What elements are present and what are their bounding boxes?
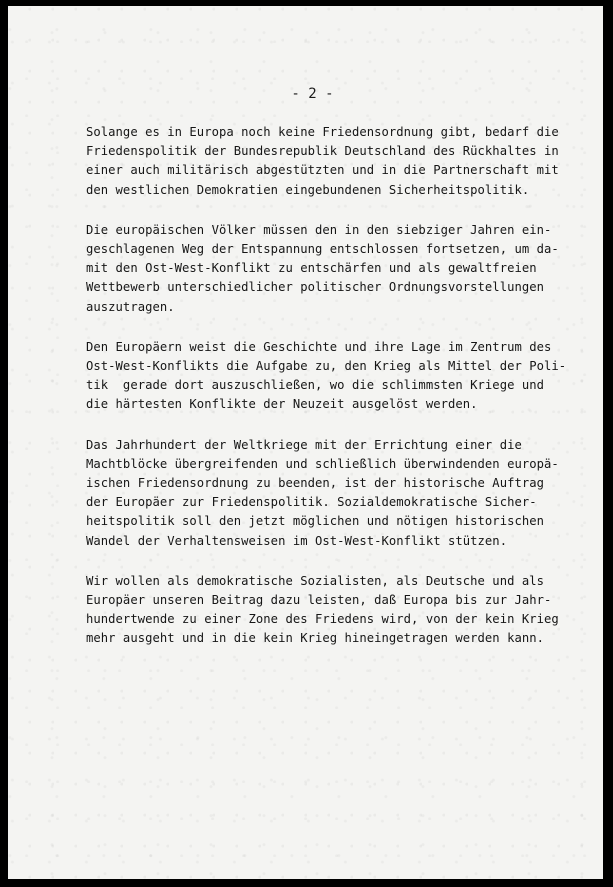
text-line: Friedenspolitik der Bundesrepublik Deutschland des Rückhaltes in xyxy=(86,144,559,159)
paragraph-4 xyxy=(86,436,566,551)
text-line: Machtblöcke übergreifenden und schließlich überwindenden europä- xyxy=(86,456,559,471)
text-line: die härtesten Konflikte der Neuzeit ausgelöst werden. xyxy=(86,397,478,412)
text-line: Europäer unseren Beitrag dazu leisten, daß Europa bis zur Jahr- xyxy=(86,593,552,608)
text-line: Das Jahrhundert der Weltkriege mit der Errichtung einer die xyxy=(86,437,522,452)
text-line: mit den Ost-West-Konflikt zu entschärfen und als gewaltfreien xyxy=(86,261,537,276)
text-line: Wettbewerb unterschiedlicher politischer Ordnungsvorstellungen xyxy=(86,280,545,295)
paragraph-5 xyxy=(86,572,566,649)
paragraph-2 xyxy=(86,221,566,317)
text-line: Den Europäern weist die Geschichte und ihre Lage im Zentrum des xyxy=(86,339,552,354)
text-line: mehr ausgeht und in die kein Krieg hineingetragen werden kann. xyxy=(86,631,545,646)
paragraph-3 xyxy=(86,338,566,415)
text-line: geschlagenen Weg der Entspannung entschlossen fortsetzen, um da- xyxy=(86,242,559,257)
text-line: Ost-West-Konflikts die Aufgabe zu, den Krieg als Mittel der Poli- xyxy=(86,359,567,374)
document-page xyxy=(8,6,603,879)
text-line: Die europäischen Völker müssen den in den siebziger Jahren ein- xyxy=(86,222,552,237)
text-line: tik gerade dort auszuschließen, wo die schlimmsten Kriege und xyxy=(86,378,545,393)
body-text xyxy=(86,123,566,670)
text-line: Solange es in Europa noch keine Friedensordnung gibt, bedarf die xyxy=(86,125,559,139)
text-line: Wir wollen als demokratische Sozialisten, als Deutsche und als xyxy=(86,573,545,588)
text-line: hundertwende zu einer Zone des Friedens wird, von der kein Krieg xyxy=(86,612,559,627)
paragraph-1 xyxy=(86,123,566,200)
text-line: einer auch militärisch abgestützten und in die Partnerschaft mit xyxy=(86,163,559,178)
page-number: - 2 - xyxy=(291,86,334,102)
text-line: der Europäer zur Friedenspolitik. Sozialdemokratische Sicher- xyxy=(86,495,537,510)
text-line: heitspolitik soll den jetzt möglichen und nötigen historischen xyxy=(86,514,545,529)
text-line: Wandel der Verhaltensweisen im Ost-West-Konflikt stützen. xyxy=(86,533,508,548)
text-line: auszutragen. xyxy=(86,299,175,314)
text-line: ischen Friedensordnung zu beenden, ist der historische Auftrag xyxy=(86,476,545,491)
text-line: den westlichen Demokratien eingebundenen Sicherheitspolitik. xyxy=(86,182,530,197)
